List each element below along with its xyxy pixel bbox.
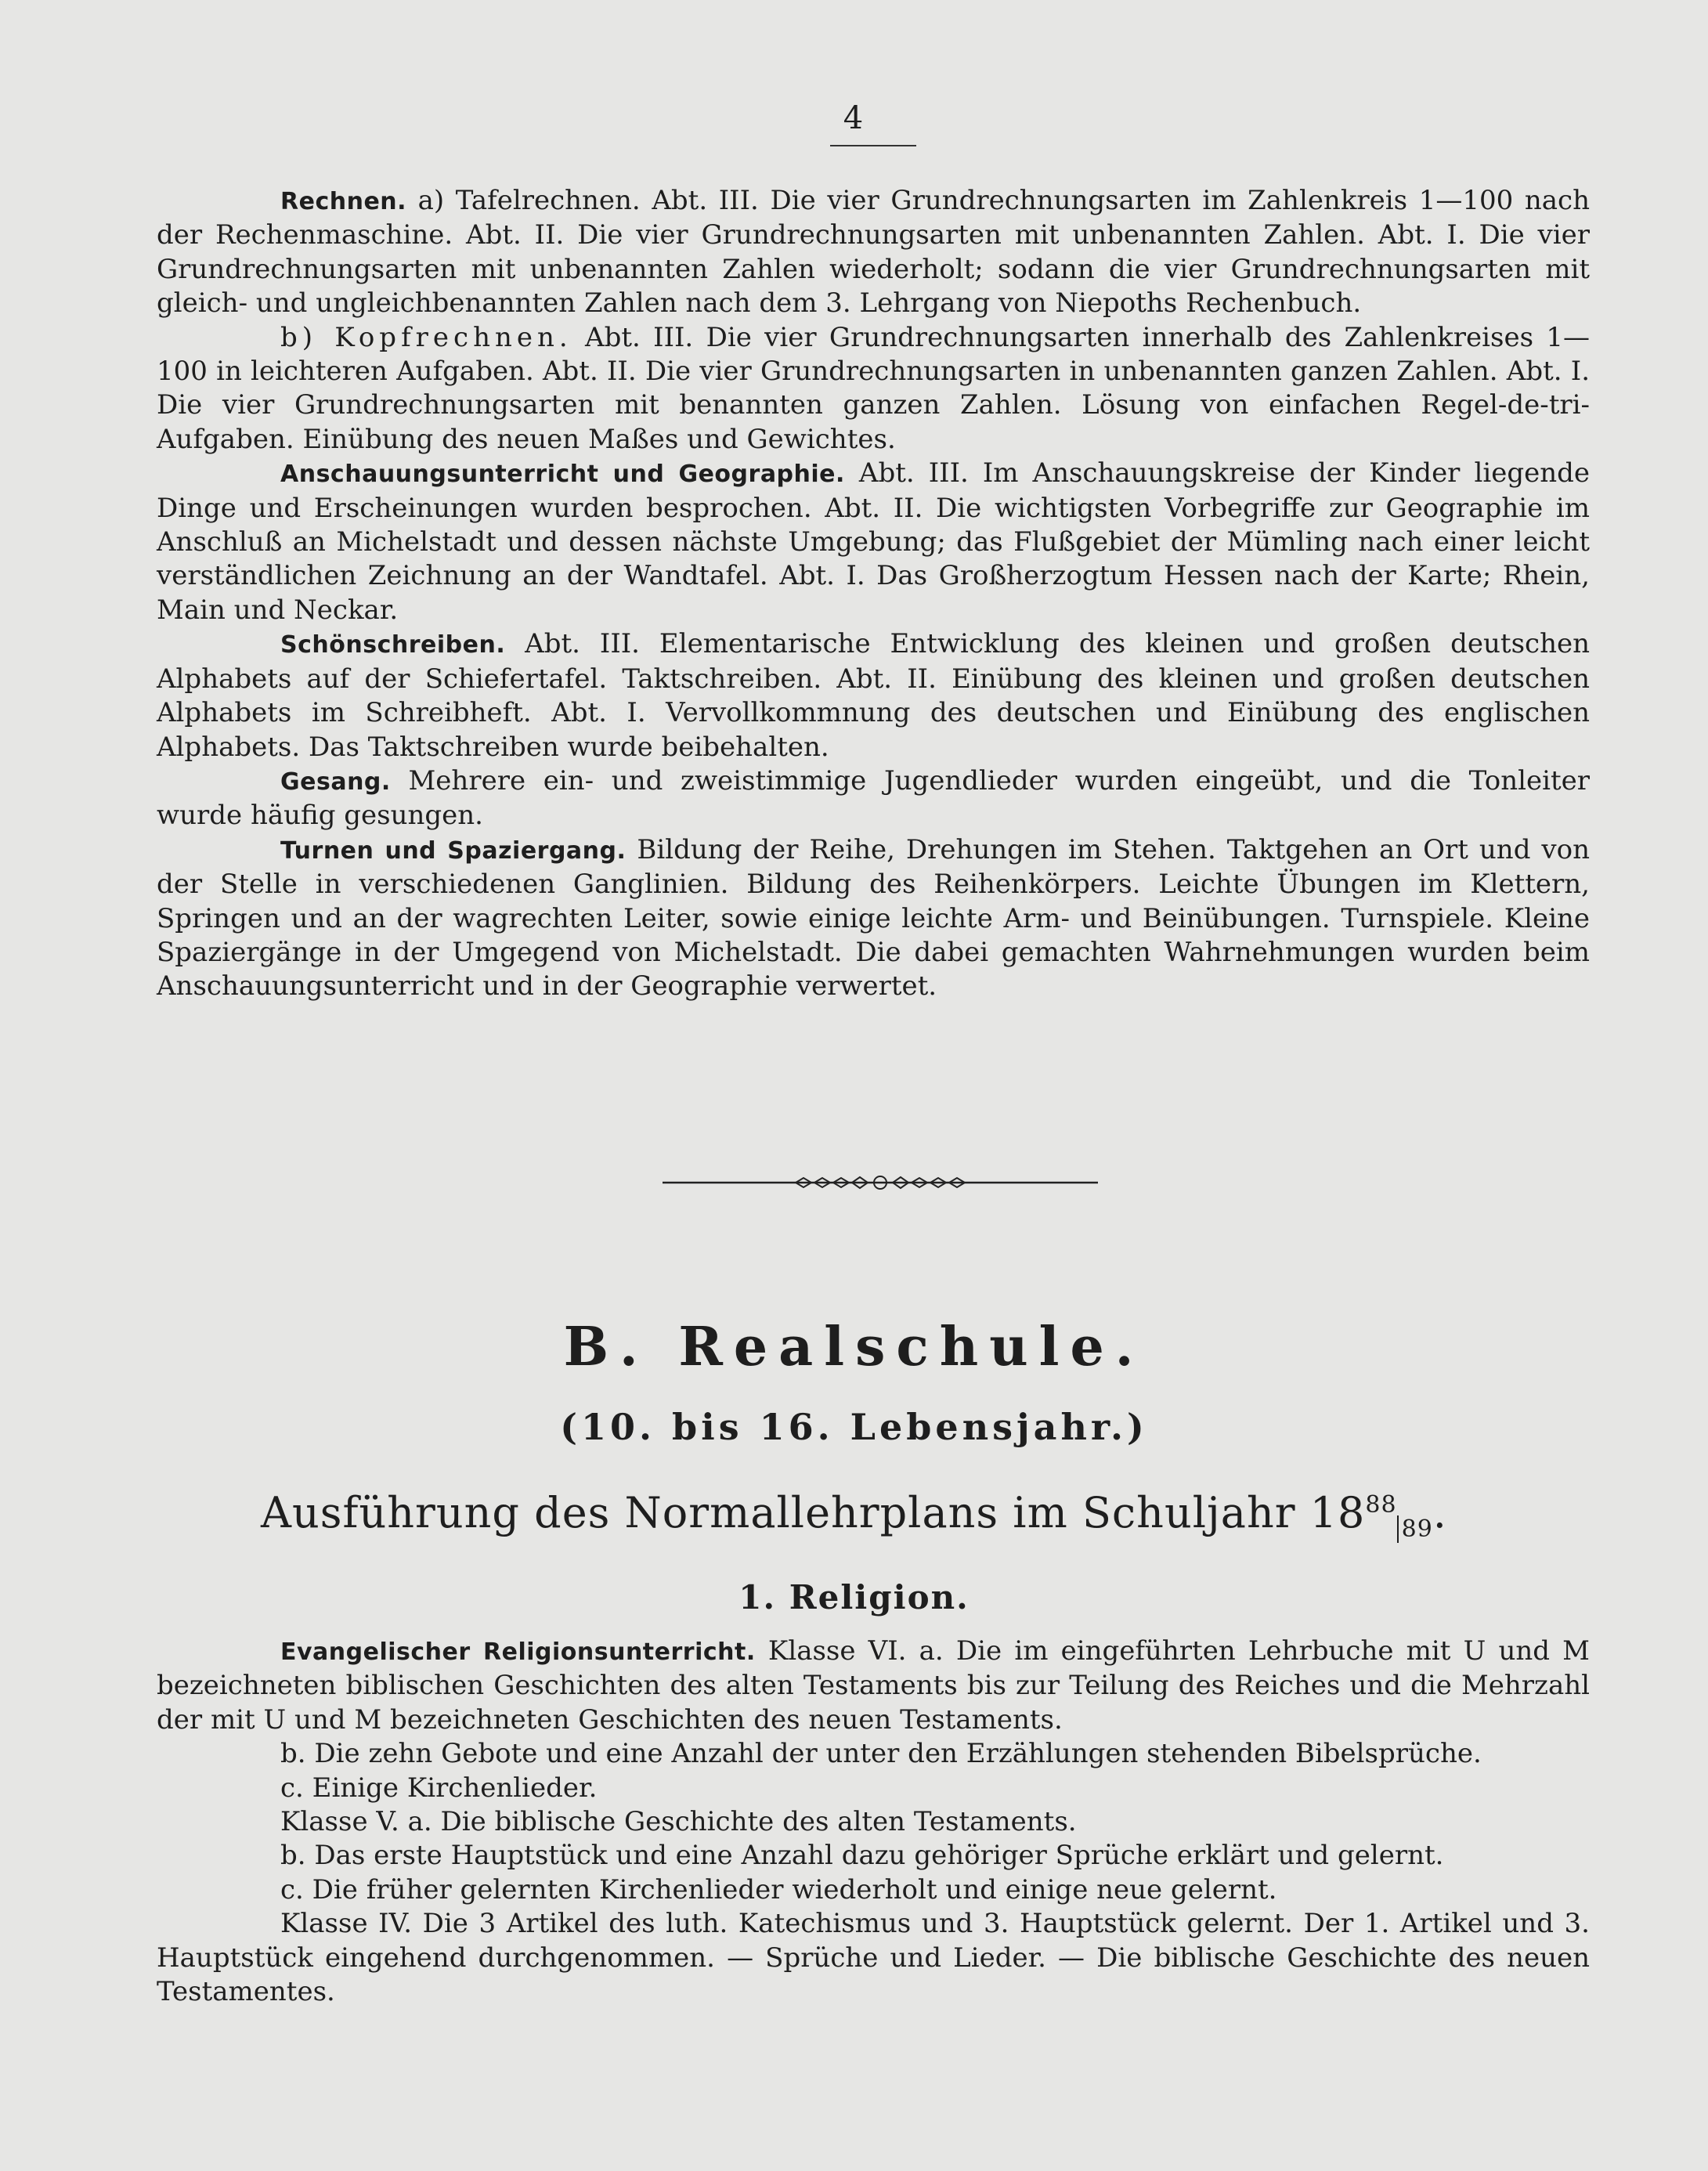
- paragraph-turnen: [157, 833, 1590, 1004]
- paragraph-evangelisch: [157, 1635, 1590, 1737]
- paragraph-body: Klasse VI. a. Die im eingeführten Lehrbuche mit U und M bezeichneten biblischen Geschichten des alten Testaments bis zur Teilung des Reiches und die Mehrzahl der mit U und M bezeichneten Geschichten des neuen Testaments.: [157, 1635, 1591, 1736]
- paragraph-lead: Evangelischer Religionsunterricht.: [280, 1638, 756, 1666]
- paragraph-lead: Anschauungsunterricht und Geographie.: [280, 461, 845, 489]
- paragraph-rechnen: [157, 184, 1590, 321]
- page-number-rule: [830, 145, 916, 146]
- section-title: B. Realschule.: [563, 1316, 1145, 1378]
- ornamental-divider: [663, 1171, 1098, 1194]
- paragraph-lead: Gesang.: [280, 768, 391, 796]
- paragraph-gesang: [157, 764, 1590, 833]
- paragraph-item: b. Das erste Hauptstück und eine Anzahl dazu gehöriger Sprüche erklärt und gelernt.: [280, 1840, 1444, 1872]
- religion-section: [157, 1635, 1590, 2009]
- paragraph-lead: Schönschreiben.: [280, 631, 506, 659]
- section-subtitle: (10. bis 16. Lebensjahr.): [560, 1406, 1148, 1448]
- paragraph-body: Bildung der Reihe, Drehungen im Stehen. Taktgehen an Ort und von der Stelle in verschiedenen Ganglinien. Bildung des Reihenkörpers. Leichte Übungen im Klettern, Springen und an der wagrechten Leiter, sowie einige leichte Arm- und Beinübungen. Turnspiele. Kleine Spaziergänge in der Umgegend von Michelstadt. Die dabei gemachten Wahrnehmungen wurden beim Anschauungsunterricht und in der Geographie verwertet.: [157, 833, 1591, 1002]
- paragraph-anschauung: [157, 457, 1590, 627]
- paragraph-body: Abt. III. Elementarische Entwicklung des kleinen und großen deutschen Alphabets auf der Schiefertafel. Taktschreiben. Abt. II. Einübung des kleinen und großen deutschen Alphabets im Schreibheft. Abt. I. Vervollkommnung des deutschen und Einübung des englischen Alphabets. Das Taktschreiben wurde beibehalten.: [157, 628, 1590, 763]
- paragraph-spaced-lead: b) Kopfrechnen.: [280, 321, 572, 353]
- paragraph-item: c. Einige Kirchenlieder.: [280, 1772, 598, 1804]
- paragraph-lead: Turnen und Spaziergang.: [280, 836, 627, 865]
- page-number: 4: [843, 100, 865, 136]
- paragraph-schoenschreiben: [157, 627, 1590, 764]
- paragraph-kopfrechnen: [157, 321, 1590, 457]
- paragraph-item: c. Die früher gelernten Kirchenlieder wiederholt und einige neue gelernt.: [280, 1873, 1277, 1905]
- paragraph-item: Klasse V. a. Die biblische Geschichte des alten Testaments.: [280, 1806, 1077, 1838]
- plan-end: .: [1432, 1488, 1447, 1537]
- top-section: [157, 184, 1590, 1004]
- paragraph-item: b. Die zehn Gebote und eine Anzahl der unter den Erzählungen stehenden Bibelsprüche.: [280, 1738, 1482, 1770]
- paragraph-body: Mehrere ein- und zweistimmige Jugendlieder wurden eingeübt, und die Tonleiter wurde häufig gesungen.: [157, 764, 1590, 832]
- paragraph-lead: Rechnen.: [280, 188, 407, 215]
- paragraph-body: Abt. III. Im Anschauungskreise der Kinder liegende Dinge und Erscheinungen wurden besprochen. Abt. II. Die wichtigsten Vorbegriffe zur Geographie im Anschluß an Michelstadt und dessen nächste Umgebung; das Flußgebiet der Mümling nach einer leicht verständlichen Zeichnung an der Wandtafel. Abt. I. Das Großherzogtum Hessen nach der Karte; Rhein, Main und Neckar.: [157, 457, 1590, 626]
- paragraph-item: Klasse IV. Die 3 Artikel des luth. Katechismus und 3. Hauptstück gelernt. Der 1. Artikel und 3. Hauptstück eingehend durchgenommen. — Sprüche und Lieder. — Die biblische Geschichte des neuen Testamentes.: [157, 1908, 1590, 2008]
- paragraph-body: Abt. III. Die vier Grundrechnungsarten innerhalb des Zahlenkreises 1—100 in leichteren Aufgaben. Abt. II. Die vier Grundrechnungsarten in unbenannten ganzen Zahlen. Abt. I. Die vier Grundrechnungsarten mit benannten ganzen Zahlen. Lösung von einfachen Regel-de-tri-Aufgaben. Einübung des neuen Maßes und Gewichtes.: [157, 321, 1590, 455]
- section-plan-line: [0, 1488, 1708, 1543]
- plan-text: Ausführung des Normallehrplans im Schuljahr 18: [261, 1488, 1366, 1537]
- paragraph-body: a) Tafelrechnen. Abt. III. Die vier Grundrechnungsarten im Zahlenkreis 1—100 nach der Rechenmaschine. Abt. II. Die vier Grundrechnungsarten mit unbenannten Zahlen. Abt. I. Die vier Grundrechnungsarten mit unbenannten Zahlen wiederholt; sodann die vier Grundrechnungsarten mit gleich- und ungleichbenannten Zahlen nach dem 3. Lehrgang von Niepoths Rechenbuch.: [157, 185, 1590, 320]
- plan-year-subscript: 89: [1397, 1515, 1433, 1543]
- plan-year-superscript: 88: [1365, 1491, 1397, 1519]
- subject-heading: 1. Religion.: [738, 1578, 970, 1617]
